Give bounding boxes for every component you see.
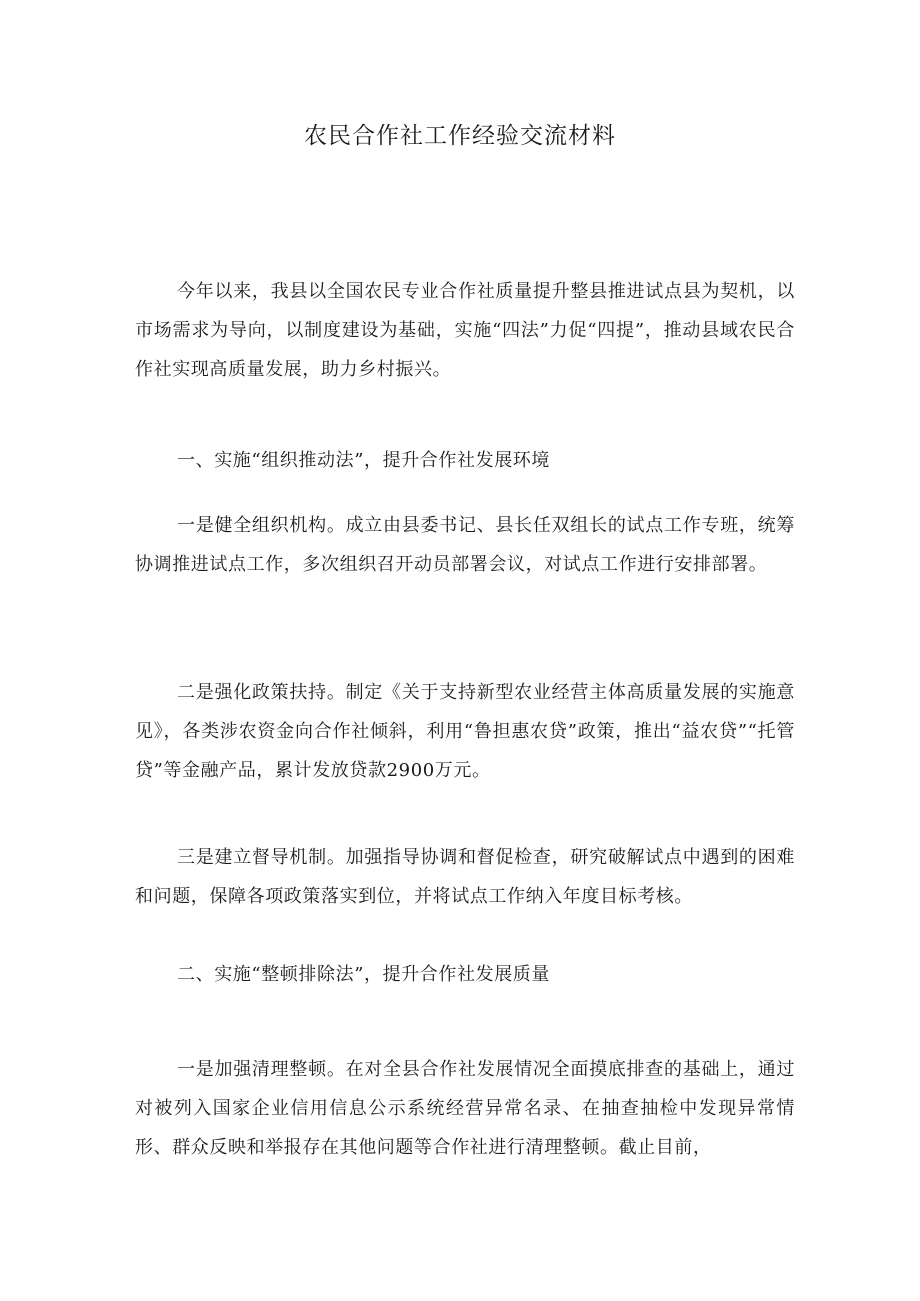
paragraph-policy: 二是强化政策扶持。制定《关于支持新型农业经营主体高质量发展的实施意见》，各类涉农资金向合作社倾斜，利用“鲁担惠农贷”政策，推出“益农贷”“托管贷”等金融产品，累计发放贷款2900万元。 [135,682,795,781]
intro-paragraph: 今年以来，我县以全国农民专业合作社质量提升整县推进试点县为契机，以市场需求为导向，以制度建设为基础，实施“四法”力促“四提”，推动县域农民合作社实现高质量发展，助力乡村振兴。 [135,281,795,380]
paragraph-supervision: 三是建立督导机制。加强指导协调和督促检查，研究破解试点中遇到的困难和问题，保障各项政策落实到位，并将试点工作纳入年度目标考核。 [135,847,795,907]
document-title: 农民合作社工作经验交流材料 [304,123,616,149]
section-heading-2: 二、实施“整顿排除法”，提升合作社发展质量 [177,964,551,985]
paragraph-cleanup: 一是加强清理整顿。在对全县合作社发展情况全面摸底排查的基础上，通过对被列入国家企业信用信息公示系统经营异常名录、在抽查抽检中发现异常情形、群众反映和举报存在其他问题等合作社进行清理整顿。截止目前， [135,1059,795,1158]
section-heading-1: 一、实施“组织推动法”，提升合作社发展环境 [177,450,551,471]
paragraph-organization: 一是健全组织机构。成立由县委书记、县长任双组长的试点工作专班，统筹协调推进试点工作，多次组织召开动员部署会议，对试点工作进行安排部署。 [135,515,795,575]
